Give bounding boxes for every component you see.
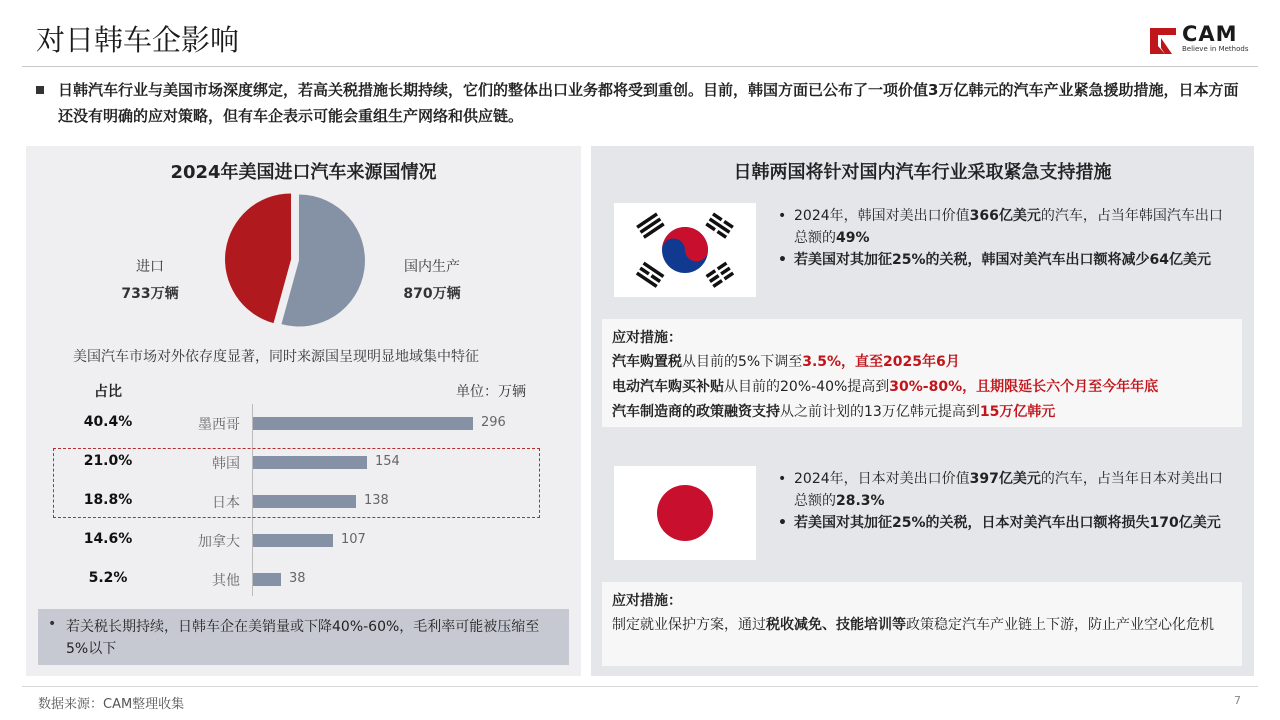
pie-value-domestic: 870万辆 xyxy=(403,286,461,302)
logo-wordmark: CAM xyxy=(1182,22,1238,46)
bar-value-label: 38 xyxy=(289,571,306,586)
note-text: 若关税长期持续，日韩车企在美销量或下降40%-60%，毛利率可能被压缩至5%以下 xyxy=(66,619,540,657)
korea-measure-financing: 汽车制造商的政策融资支持从之前计划的13万亿韩元提高到15万亿韩元 xyxy=(612,404,1056,420)
pie-value-import: 733万辆 xyxy=(121,286,179,302)
pie-label-import: 进口 xyxy=(136,259,164,275)
bar-value-label: 107 xyxy=(341,532,366,547)
korea-bullet-export: • 2024年，韩国对美出口价值366亿美元的汽车，占当年韩国汽车出口总额的49% xyxy=(776,205,1236,249)
korea-measures-title: 应对措施： xyxy=(612,330,682,346)
page-title: 对日韩车企影响 xyxy=(36,23,240,57)
chart-caption: 美国汽车市场对外依存度显著，同时来源国呈现明显地域集中特征 xyxy=(73,349,479,365)
intro-paragraph xyxy=(58,77,1248,129)
right-panel-title: 日韩两国将针对国内汽车行业采取紧急支持措施 xyxy=(733,162,1112,183)
note-bullet: • xyxy=(48,616,57,632)
bar-value-label: 154 xyxy=(375,454,400,469)
data-source: 数据来源：CAM整理收集 xyxy=(38,697,185,712)
bar-category-label: 日本 xyxy=(212,495,240,511)
japan-bullet-export: • 2024年，日本对美出口价值397亿美元的汽车，占当年日本对美出口总额的28.3% xyxy=(776,468,1236,512)
bar-share-label: 14.6% xyxy=(83,531,133,547)
bar-share-label: 5.2% xyxy=(88,570,128,586)
bar-value-label: 138 xyxy=(364,493,389,508)
bar-category-label: 其他 xyxy=(212,573,240,589)
share-header: 占比 xyxy=(94,384,122,400)
page-number: 7 xyxy=(1234,694,1241,707)
pie-label-domestic: 国内生产 xyxy=(404,259,460,275)
cam-logo xyxy=(1148,24,1258,60)
header-divider xyxy=(22,66,1258,67)
pie-slice-import xyxy=(225,193,291,323)
korea-bullets xyxy=(776,205,1236,271)
japan-measure-text: 制定就业保护方案，通过税收减免、技能培训等政策稳定汽车产业链上下游，防止产业空心化危机 xyxy=(612,617,1214,633)
footer-divider xyxy=(22,686,1258,687)
japan-bullet-tariff: • 若美国对其加征25%的关税，日本对美汽车出口额将损失170亿美元 xyxy=(776,512,1236,534)
bar-share-label: 18.8% xyxy=(83,492,133,508)
japan-flag-icon xyxy=(614,466,756,560)
bar-category-label: 加拿大 xyxy=(198,534,240,550)
korea-measure-ev-subsidy: 电动汽车购买补贴从目前的20%-40%提高到30%-80%，且期限延长六个月至今年年底 xyxy=(612,379,1159,395)
tariff-impact-note xyxy=(38,609,569,665)
bar-category-label: 墨西哥 xyxy=(198,417,240,433)
bar xyxy=(253,534,333,547)
bar xyxy=(253,495,356,508)
cam-logo-icon xyxy=(1148,26,1178,56)
korea-flag-icon xyxy=(614,203,756,297)
japan-bullets xyxy=(776,468,1236,534)
korea-flag xyxy=(614,203,756,297)
bar-category-label: 韩国 xyxy=(212,456,240,472)
korea-bullet-tariff: • 若美国对其加征25%的关税，韩国对美汽车出口额将减少64亿美元 xyxy=(776,249,1236,271)
bar xyxy=(253,573,281,586)
square-bullet-icon xyxy=(36,86,44,94)
left-panel-title: 2024年美国进口汽车来源国情况 xyxy=(170,162,437,183)
bar-share-label: 21.0% xyxy=(83,453,133,469)
korea-measure-purchase-tax: 汽车购置税从目前的5%下调至3.5%，直至2025年6月 xyxy=(612,354,960,370)
pie-slice-domestic xyxy=(281,195,365,327)
bar-value-label: 296 xyxy=(481,415,506,430)
intro-text: 日韩汽车行业与美国市场深度绑定，若高关税措施长期持续，它们的整体出口业务都将受到重创。目前，韩国方面已公布了一项价值3万亿韩元的汽车产业紧急援助措施，日本方面还没有明确的应对策略，但有车企表示可能会重组生产网络和供应链。 xyxy=(58,81,1239,125)
unit-label: 单位：万辆 xyxy=(456,384,526,400)
bar xyxy=(253,417,473,430)
japan-flag xyxy=(614,466,756,560)
import-pie-chart xyxy=(215,188,375,333)
bar-share-label: 40.4% xyxy=(83,414,133,430)
logo-tagline: Believe in Methods xyxy=(1182,45,1249,53)
japan-measures-title: 应对措施： xyxy=(612,593,682,609)
bar xyxy=(253,456,367,469)
